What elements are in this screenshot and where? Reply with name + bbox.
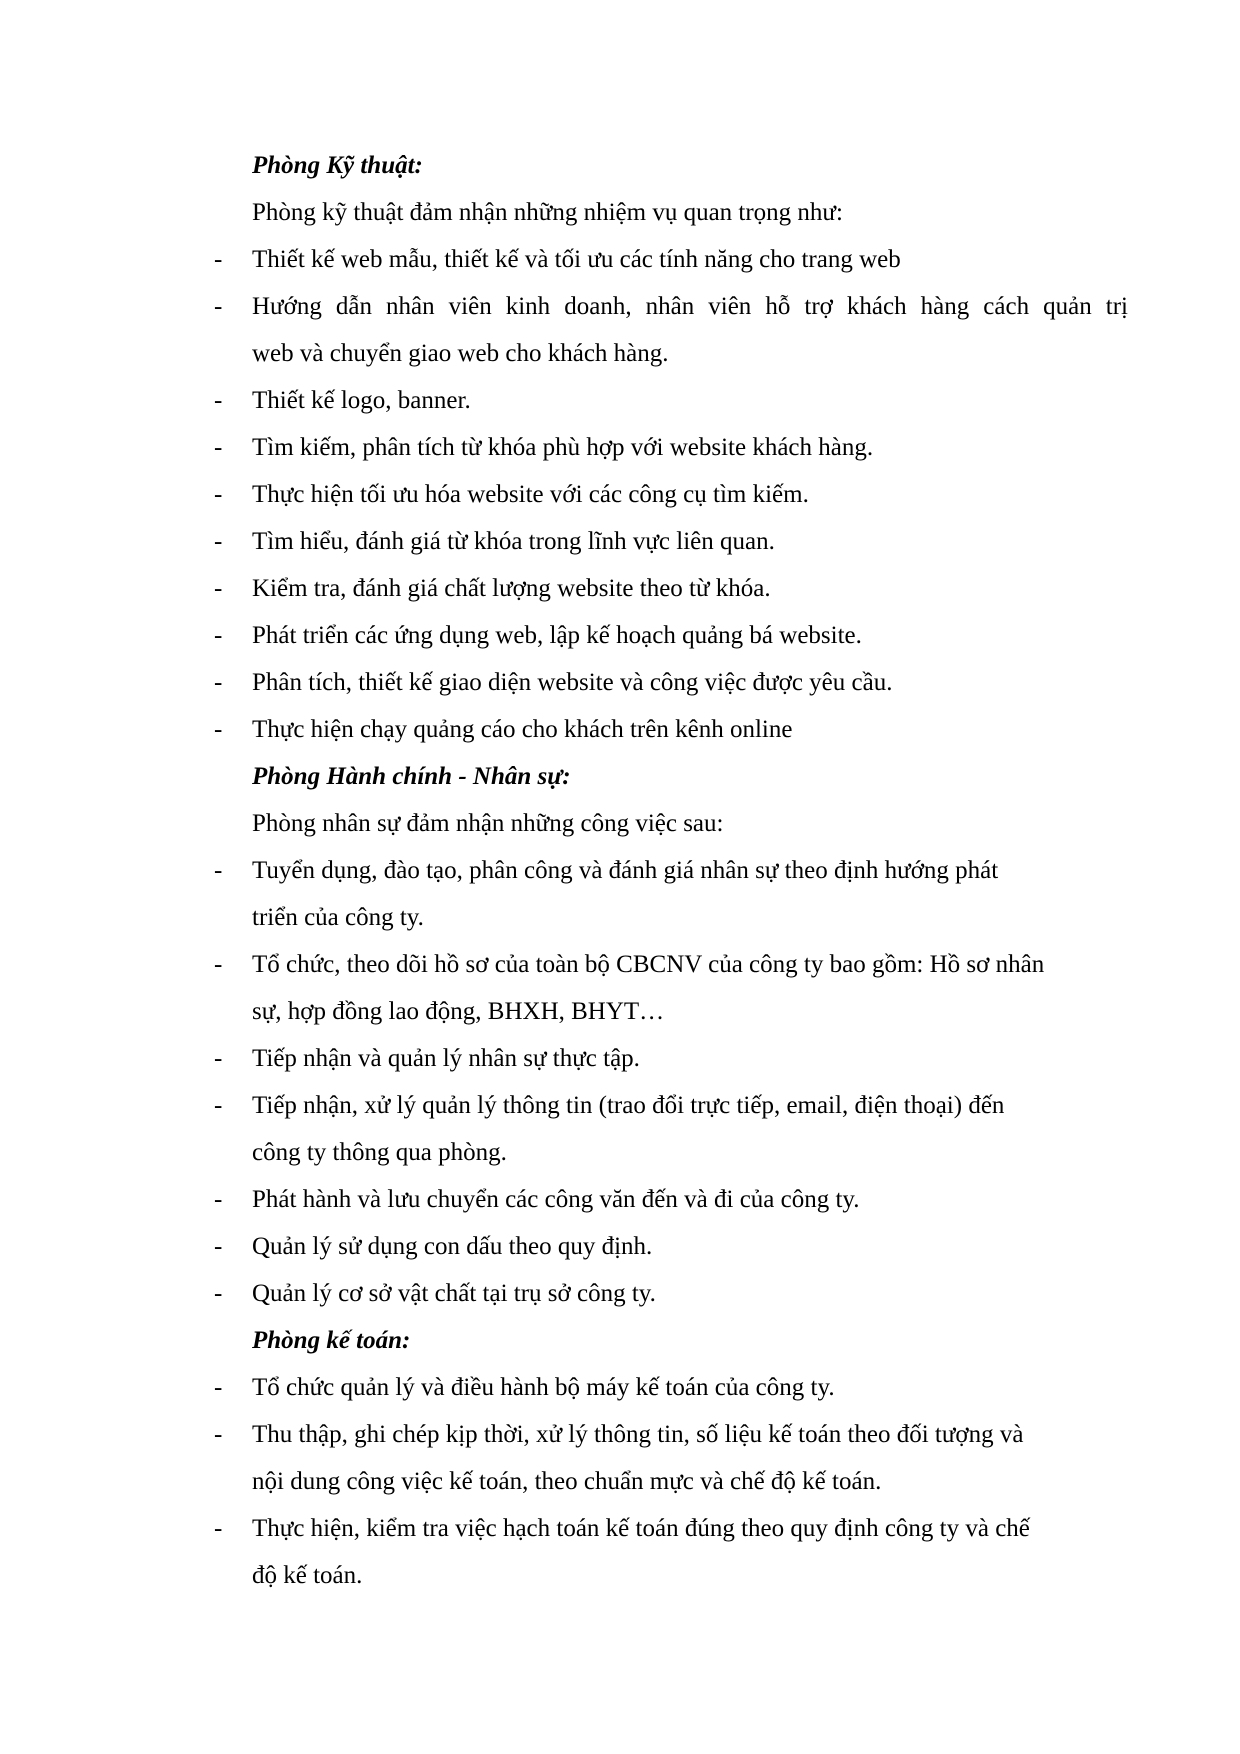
list-item (214, 283, 1132, 330)
list-item (214, 1035, 1132, 1082)
bullet-dash: - (214, 669, 223, 696)
list-item (214, 518, 1132, 565)
list-item-text: Quản lý sử dụng con dấu theo quy định. (252, 1233, 653, 1260)
section-intro-technical: Phòng kỹ thuật đảm nhận những nhiệm vụ quan trọng như: (252, 199, 843, 226)
list-item (214, 565, 1132, 612)
list-item-continuation: web và chuyển giao web cho khách hàng. (252, 340, 669, 367)
bullet-dash: - (214, 1092, 223, 1119)
list-item-text: Tiếp nhận và quản lý nhân sự thực tập. (252, 1045, 640, 1072)
list-item (214, 1505, 1132, 1552)
list-item (214, 847, 1132, 894)
list-item-text: Tổ chức, theo dõi hồ sơ của toàn bộ CBCNV của công ty bao gồm: Hồ sơ nhân (252, 951, 1045, 978)
bullet-dash: - (214, 434, 223, 461)
list-item (214, 1082, 1132, 1129)
list-item (214, 471, 1132, 518)
list-item (214, 377, 1132, 424)
list-item (214, 659, 1132, 706)
list-item-text: Thiết kế logo, banner. (252, 387, 471, 414)
list-item (214, 1411, 1132, 1458)
bullet-dash: - (214, 481, 223, 508)
list-item-continuation: triển của công ty. (252, 904, 424, 931)
list-item-text: Tìm kiếm, phân tích từ khóa phù hợp với website khách hàng. (252, 434, 874, 461)
list-item (214, 424, 1132, 471)
list-item (214, 706, 1132, 753)
bullet-dash: - (214, 1421, 223, 1448)
bullet-dash: - (214, 1515, 223, 1542)
section-heading-technical: Phòng Kỹ thuật: (252, 152, 423, 179)
list-item-text: Tuyển dụng, đào tạo, phân công và đánh giá nhân sự theo định hướng phát (252, 857, 999, 884)
list-item-continuation: công ty thông qua phòng. (252, 1139, 507, 1166)
list-item-text: Quản lý cơ sở vật chất tại trụ sở công ty. (252, 1280, 656, 1307)
list-item-text: Thiết kế web mẫu, thiết kế và tối ưu các tính năng cho trang web (252, 246, 901, 273)
list-item-text: Phân tích, thiết kế giao diện website và công việc được yêu cầu. (252, 669, 893, 696)
list-item-text: Tìm hiểu, đánh giá từ khóa trong lĩnh vực liên quan. (252, 528, 775, 555)
list-item (214, 1364, 1132, 1411)
bullet-dash: - (214, 246, 223, 273)
list-item-text: Phát triển các ứng dụng web, lập kế hoạch quảng bá website. (252, 622, 862, 649)
bullet-dash: - (214, 293, 223, 320)
list-item (214, 612, 1132, 659)
list-item-text: Hướng dẫn nhân viên kinh doanh, nhân viên hỗ trợ khách hàng cách quản trị (252, 293, 1128, 320)
bullet-dash: - (214, 1186, 223, 1213)
list-item-text: Thực hiện chạy quảng cáo cho khách trên kênh online (252, 716, 793, 743)
section-heading-accounting: Phòng kế toán: (252, 1327, 411, 1354)
bullet-dash: - (214, 387, 223, 414)
bullet-dash: - (214, 1045, 223, 1072)
document-body (214, 142, 1132, 1599)
bullet-dash: - (214, 1374, 223, 1401)
list-item (214, 236, 1132, 283)
list-item-continuation: độ kế toán. (252, 1562, 363, 1589)
list-item-text: Tổ chức quản lý và điều hành bộ máy kế toán của công ty. (252, 1374, 835, 1401)
bullet-dash: - (214, 575, 223, 602)
bullet-dash: - (214, 951, 223, 978)
bullet-dash: - (214, 622, 223, 649)
list-item-continuation: nội dung công việc kế toán, theo chuẩn mực và chế độ kế toán. (252, 1468, 882, 1495)
list-item (214, 941, 1132, 988)
section-heading-hr: Phòng Hành chính - Nhân sự: (252, 763, 571, 790)
list-item (214, 1176, 1132, 1223)
list-item-text: Thu thập, ghi chép kịp thời, xử lý thông tin, số liệu kế toán theo đối tượng và (252, 1421, 1024, 1448)
bullet-dash: - (214, 857, 223, 884)
list-item-text: Phát hành và lưu chuyển các công văn đến và đi của công ty. (252, 1186, 860, 1213)
list-item (214, 1223, 1132, 1270)
list-item (214, 1270, 1132, 1317)
section-intro-hr: Phòng nhân sự đảm nhận những công việc sau: (252, 810, 724, 837)
bullet-dash: - (214, 528, 223, 555)
bullet-dash: - (214, 1233, 223, 1260)
list-item-text: Thực hiện, kiểm tra việc hạch toán kế toán đúng theo quy định công ty và chế (252, 1515, 1030, 1542)
bullet-dash: - (214, 1280, 223, 1307)
list-item-text: Kiểm tra, đánh giá chất lượng website theo từ khóa. (252, 575, 771, 602)
list-item-text: Tiếp nhận, xử lý quản lý thông tin (trao đổi trực tiếp, email, điện thoại) đến (252, 1092, 1005, 1119)
list-item-continuation: sự, hợp đồng lao động, BHXH, BHYT… (252, 998, 665, 1025)
bullet-dash: - (214, 716, 223, 743)
list-item-text: Thực hiện tối ưu hóa website với các công cụ tìm kiếm. (252, 481, 809, 508)
